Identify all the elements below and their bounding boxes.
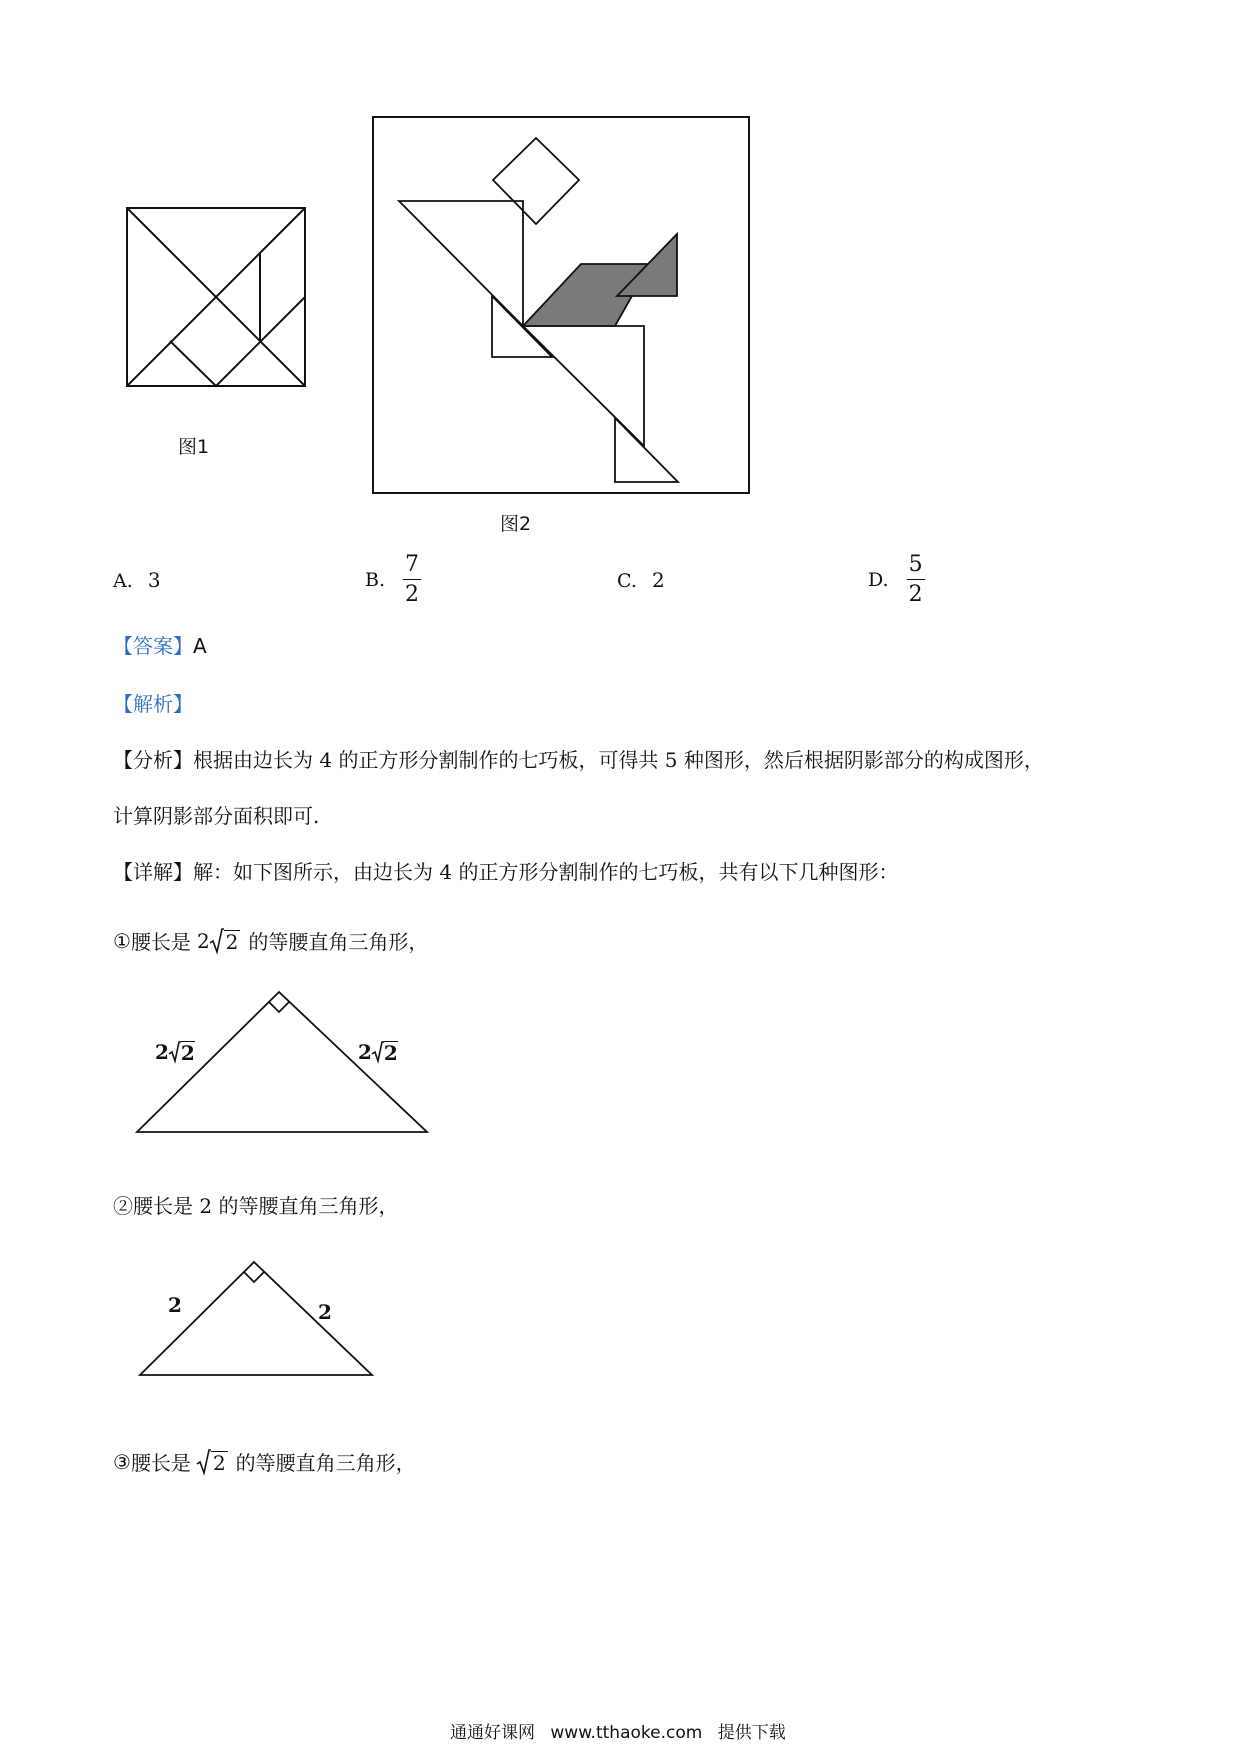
fraction-bar xyxy=(403,579,421,580)
item-3-suffix: 的等腰直角三角形， xyxy=(235,1451,416,1475)
figure-2-tangram xyxy=(372,116,752,496)
footer-url[interactable]: www.tthaoke.com xyxy=(550,1723,703,1743)
item-2-line xyxy=(113,1190,398,1219)
fenxi-line-1 xyxy=(113,744,1044,773)
radical-sign-icon xyxy=(197,1449,211,1475)
triangle-2-diagram xyxy=(138,1258,374,1380)
option-b-letter: B. xyxy=(365,568,386,591)
option-b-denominator: 2 xyxy=(405,582,420,608)
option-b-fraction xyxy=(403,553,421,606)
figure-1-caption: 图1 xyxy=(178,436,210,458)
option-d-numerator: 5 xyxy=(908,552,923,577)
option-c-letter: C. xyxy=(617,570,637,592)
item-3-line xyxy=(113,1447,416,1476)
option-d xyxy=(868,553,925,606)
triangle-1-right-label xyxy=(358,1040,398,1064)
fenxi-text-1: 根据由边长为 4 的正方形分割制作的七巧板，可得共 5 种图形，然后根据阴影部分的构成图形， xyxy=(193,748,1044,772)
option-a-letter: A. xyxy=(113,570,133,592)
option-d-letter: D. xyxy=(868,568,889,591)
fenxi-line-2: 计算阴影部分面积即可. xyxy=(113,804,320,828)
item-2-suffix: 的等腰直角三角形， xyxy=(218,1194,399,1218)
option-a-value: 3 xyxy=(147,568,161,592)
item-2-value: 2 xyxy=(199,1194,213,1218)
fenxi-tag: 【分析】 xyxy=(113,748,193,772)
figure-1-tangram xyxy=(126,207,306,387)
answer-line xyxy=(113,630,207,659)
footer-suffix: 提供下载 xyxy=(717,1723,786,1743)
option-c xyxy=(617,568,665,592)
item-2-number: ② xyxy=(113,1194,133,1218)
triangle-1-left-radicand: 2 xyxy=(180,1040,195,1065)
item-1-suffix: 的等腰直角三角形， xyxy=(248,930,429,954)
figure-2-caption: 图2 xyxy=(500,513,532,535)
radical-sign-icon xyxy=(210,928,224,954)
triangle-2-left-label: 2 xyxy=(168,1293,182,1317)
item-1-radicand: 2 xyxy=(225,929,239,954)
triangle-1-diagram xyxy=(135,990,430,1140)
item-3-number: ③ xyxy=(113,1449,131,1474)
answer-value: A xyxy=(193,634,207,658)
item-1-line xyxy=(113,926,428,955)
item-2-prefix: 腰长是 xyxy=(133,1194,193,1218)
item-3-radicand: 2 xyxy=(212,1450,226,1475)
triangle-2-right-label: 2 xyxy=(318,1300,332,1324)
radical-sign-icon xyxy=(372,1041,384,1063)
xiangjie-tag: 【详解】 xyxy=(113,860,193,884)
radical-sign-icon xyxy=(169,1041,181,1063)
option-a xyxy=(113,568,161,592)
triangle-1-right-radicand: 2 xyxy=(383,1040,398,1065)
option-d-fraction xyxy=(907,553,925,606)
triangle-1-left-coef: 2 xyxy=(155,1040,169,1064)
option-b xyxy=(365,553,421,606)
item-1-prefix: 腰长是 xyxy=(130,930,191,954)
item-1-number: ① xyxy=(113,928,131,953)
item-1-coef: 2 xyxy=(196,928,210,953)
triangle-1-right-coef: 2 xyxy=(358,1040,372,1064)
xiangjie-text: 解：如下图所示，由边长为 4 的正方形分割制作的七巧板，共有以下几种图形： xyxy=(193,860,899,884)
option-c-value: 2 xyxy=(652,568,665,592)
item-3-prefix: 腰长是 xyxy=(130,1451,191,1475)
xiangjie-line xyxy=(113,856,898,885)
answer-tag: 【答案】 xyxy=(113,634,193,658)
footer xyxy=(450,1718,786,1743)
option-d-denominator: 2 xyxy=(908,582,923,608)
triangle-1-left-label xyxy=(155,1040,195,1064)
option-b-numerator: 7 xyxy=(405,552,420,577)
fraction-bar xyxy=(907,579,925,580)
footer-site-name: 通通好课网 xyxy=(450,1723,535,1743)
analysis-tag: 【解析】 xyxy=(113,692,193,716)
